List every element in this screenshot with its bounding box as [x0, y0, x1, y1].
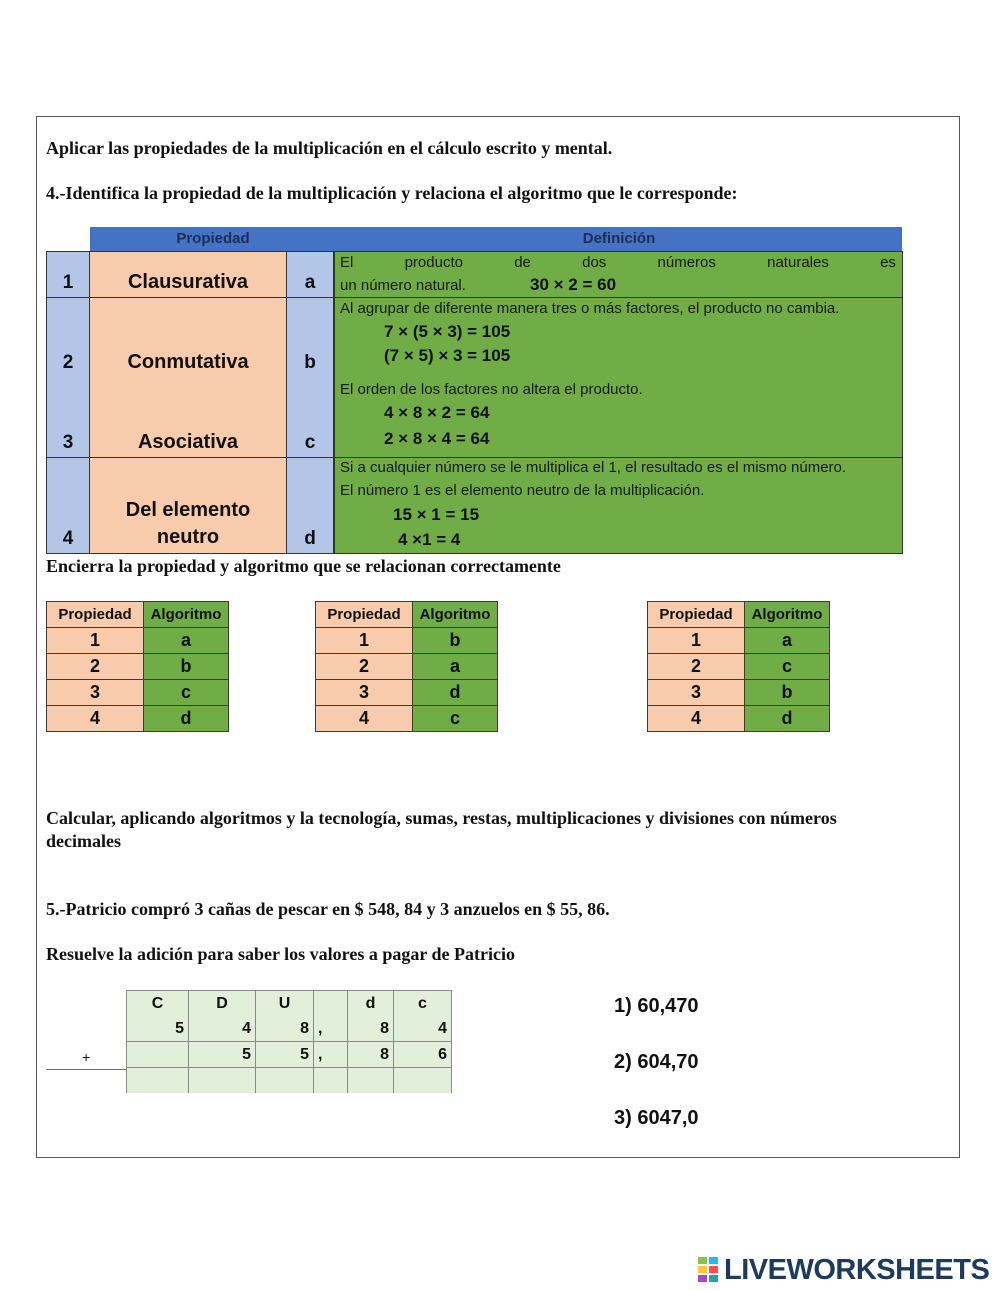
option-cell: 4: [648, 706, 745, 732]
definition-d-text-1: Si a cualquier número se le multiplica el 1, el resultado es el mismo número.: [340, 459, 847, 476]
addend-1-digit: 4: [394, 1016, 452, 1042]
sum-input-cell[interactable]: [314, 1068, 348, 1094]
answer-option-1[interactable]: 1) 60,470: [614, 995, 699, 1017]
definition-a-line1: [340, 254, 896, 271]
option-cell: a: [745, 628, 830, 654]
sum-input-cell[interactable]: [348, 1068, 394, 1094]
definition-a-word: naturales: [767, 254, 829, 271]
addend-2-digit: [127, 1042, 189, 1068]
addend-2-comma: ,: [314, 1042, 348, 1068]
place-value-header: U: [256, 991, 314, 1017]
definition-a-word: producto: [404, 254, 463, 271]
option-cell: c: [144, 680, 229, 706]
algorithm-letter-c[interactable]: c: [304, 432, 316, 453]
definition-c-equation-1: 4 × 8 × 2 = 64: [384, 403, 490, 422]
property-asociativa[interactable]: Asociativa: [137, 431, 239, 453]
option-cell: c: [413, 706, 498, 732]
option-cell: 2: [316, 654, 413, 680]
property-clausurativa[interactable]: Clausurativa: [127, 271, 249, 293]
option-table-header-property: Propiedad: [316, 602, 413, 628]
definition-a-word: El: [340, 254, 354, 271]
option-cell: 1: [648, 628, 745, 654]
problem-5-statement: 5.-Patricio compró 3 cañas de pescar en $ 548, 84 y 3 anzuelos en $ 55, 86.: [46, 899, 610, 919]
option-cell: a: [144, 628, 229, 654]
option-cell: c: [745, 654, 830, 680]
option-cell: 1: [47, 628, 144, 654]
row-divider-2: [46, 457, 903, 458]
definition-a-word: números: [657, 254, 716, 271]
addend-2-digit: 8: [348, 1042, 394, 1068]
place-value-header: [314, 991, 348, 1017]
problem-5-instruction: Resuelve la adición para saber los valores a pagar de Patricio: [46, 944, 515, 964]
section-heading-decimals-line2: decimales: [46, 831, 121, 851]
property-number-3: 3: [62, 432, 74, 453]
definition-a-line2: un número natural.: [340, 277, 466, 294]
algorithm-letter-d[interactable]: d: [304, 528, 316, 549]
property-number-1: 1: [62, 272, 74, 293]
addend-2-digit: 5: [256, 1042, 314, 1068]
option-cell: 4: [316, 706, 413, 732]
liveworksheets-logo: [698, 1254, 989, 1286]
definition-b-text: Al agrupar de diferente manera tres o más factores, el producto no cambia.: [340, 300, 840, 317]
option-cell: 1: [316, 628, 413, 654]
definition-d-equation-2: 4 ×1 = 4: [398, 530, 461, 549]
answer-option-3[interactable]: 3) 6047,0: [614, 1107, 699, 1129]
algorithm-letter-a[interactable]: a: [304, 272, 316, 293]
addend-1-comma: ,: [314, 1016, 348, 1042]
property-elemento-neutro-line2[interactable]: neutro: [156, 526, 220, 548]
option-cell: 4: [47, 706, 144, 732]
definition-c-text: El orden de los factores no altera el producto.: [340, 381, 643, 398]
sum-underline: [46, 1069, 128, 1070]
addend-1-digit: 8: [256, 1016, 314, 1042]
sum-input-cell[interactable]: [394, 1068, 452, 1094]
option-cell: b: [144, 654, 229, 680]
addition-grid: [126, 990, 452, 1093]
circle-instruction: Encierra la propiedad y algoritmo que se relacionan correctamente: [46, 556, 561, 576]
algorithm-letter-b[interactable]: b: [304, 352, 316, 373]
definition-a-word: dos: [582, 254, 607, 271]
place-value-header: d: [348, 991, 394, 1017]
option-table-header-property: Propiedad: [47, 602, 144, 628]
definition-b-equation-2: (7 × 5) × 3 = 105: [384, 346, 511, 365]
sum-input-cell[interactable]: [256, 1068, 314, 1094]
addend-1-digit: 8: [348, 1016, 394, 1042]
definition-c-equation-2: 2 × 8 × 4 = 64: [384, 429, 490, 448]
row-divider-1: [46, 297, 903, 298]
definition-a-word: de: [514, 254, 531, 271]
option-cell: d: [413, 680, 498, 706]
liveworksheets-logo-icon: [698, 1257, 720, 1283]
definition-a-word: es: [880, 254, 896, 271]
plus-sign: +: [82, 1049, 91, 1065]
option-cell: b: [745, 680, 830, 706]
property-conmutativa[interactable]: Conmutativa: [127, 351, 249, 373]
option-cell: a: [413, 654, 498, 680]
addend-1-digit: 5: [127, 1016, 189, 1042]
property-elemento-neutro-line1[interactable]: Del elemento: [125, 499, 251, 521]
answer-option-2[interactable]: 2) 604,70: [614, 1051, 699, 1073]
definition-b-equation-1: 7 × (5 × 3) = 105: [384, 322, 511, 341]
option-table-header-algorithm: Algoritmo: [144, 602, 229, 628]
place-value-header: c: [394, 991, 452, 1017]
liveworksheets-wordmark: LIVEWORKSHEETS: [724, 1253, 990, 1286]
property-number-2: 2: [62, 352, 74, 373]
option-cell: d: [144, 706, 229, 732]
question-4-heading: 4.-Identifica la propiedad de la multiplicación y relaciona el algoritmo que le corresponde:: [46, 183, 738, 203]
section-heading-multiplication: Aplicar las propiedades de la multiplicación en el cálculo escrito y mental.: [46, 138, 613, 158]
definition-d-equation-1: 15 × 1 = 15: [393, 505, 480, 524]
addend-2-digit: 6: [394, 1042, 452, 1068]
header-definition: Definición: [336, 227, 902, 251]
place-value-header: C: [127, 991, 189, 1017]
option-cell: 3: [648, 680, 745, 706]
addend-1-digit: 4: [189, 1016, 256, 1042]
option-cell: 3: [316, 680, 413, 706]
option-cell: d: [745, 706, 830, 732]
option-table-1[interactable]: [46, 601, 229, 732]
option-cell: 2: [648, 654, 745, 680]
option-table-3[interactable]: [647, 601, 830, 732]
place-value-header: D: [189, 991, 256, 1017]
sum-input-cell[interactable]: [189, 1068, 256, 1094]
definition-d-text-2: El número 1 es el elemento neutro de la multiplicación.: [340, 482, 705, 499]
section-heading-decimals: Calcular, aplicando algoritmos y la tecnología, sumas, restas, multiplicaciones y divisiones con números: [46, 808, 837, 828]
option-cell: 2: [47, 654, 144, 680]
definition-a-equation: 30 × 2 = 60: [530, 275, 617, 294]
option-table-2[interactable]: [315, 601, 498, 732]
option-cell: b: [413, 628, 498, 654]
addend-2-digit: 5: [189, 1042, 256, 1068]
header-property: Propiedad: [90, 227, 336, 251]
option-table-header-algorithm: Algoritmo: [745, 602, 830, 628]
property-number-4: 4: [62, 528, 74, 549]
option-table-header-property: Propiedad: [648, 602, 745, 628]
option-cell: 3: [47, 680, 144, 706]
option-table-header-algorithm: Algoritmo: [413, 602, 498, 628]
sum-input-cell[interactable]: [127, 1068, 189, 1094]
